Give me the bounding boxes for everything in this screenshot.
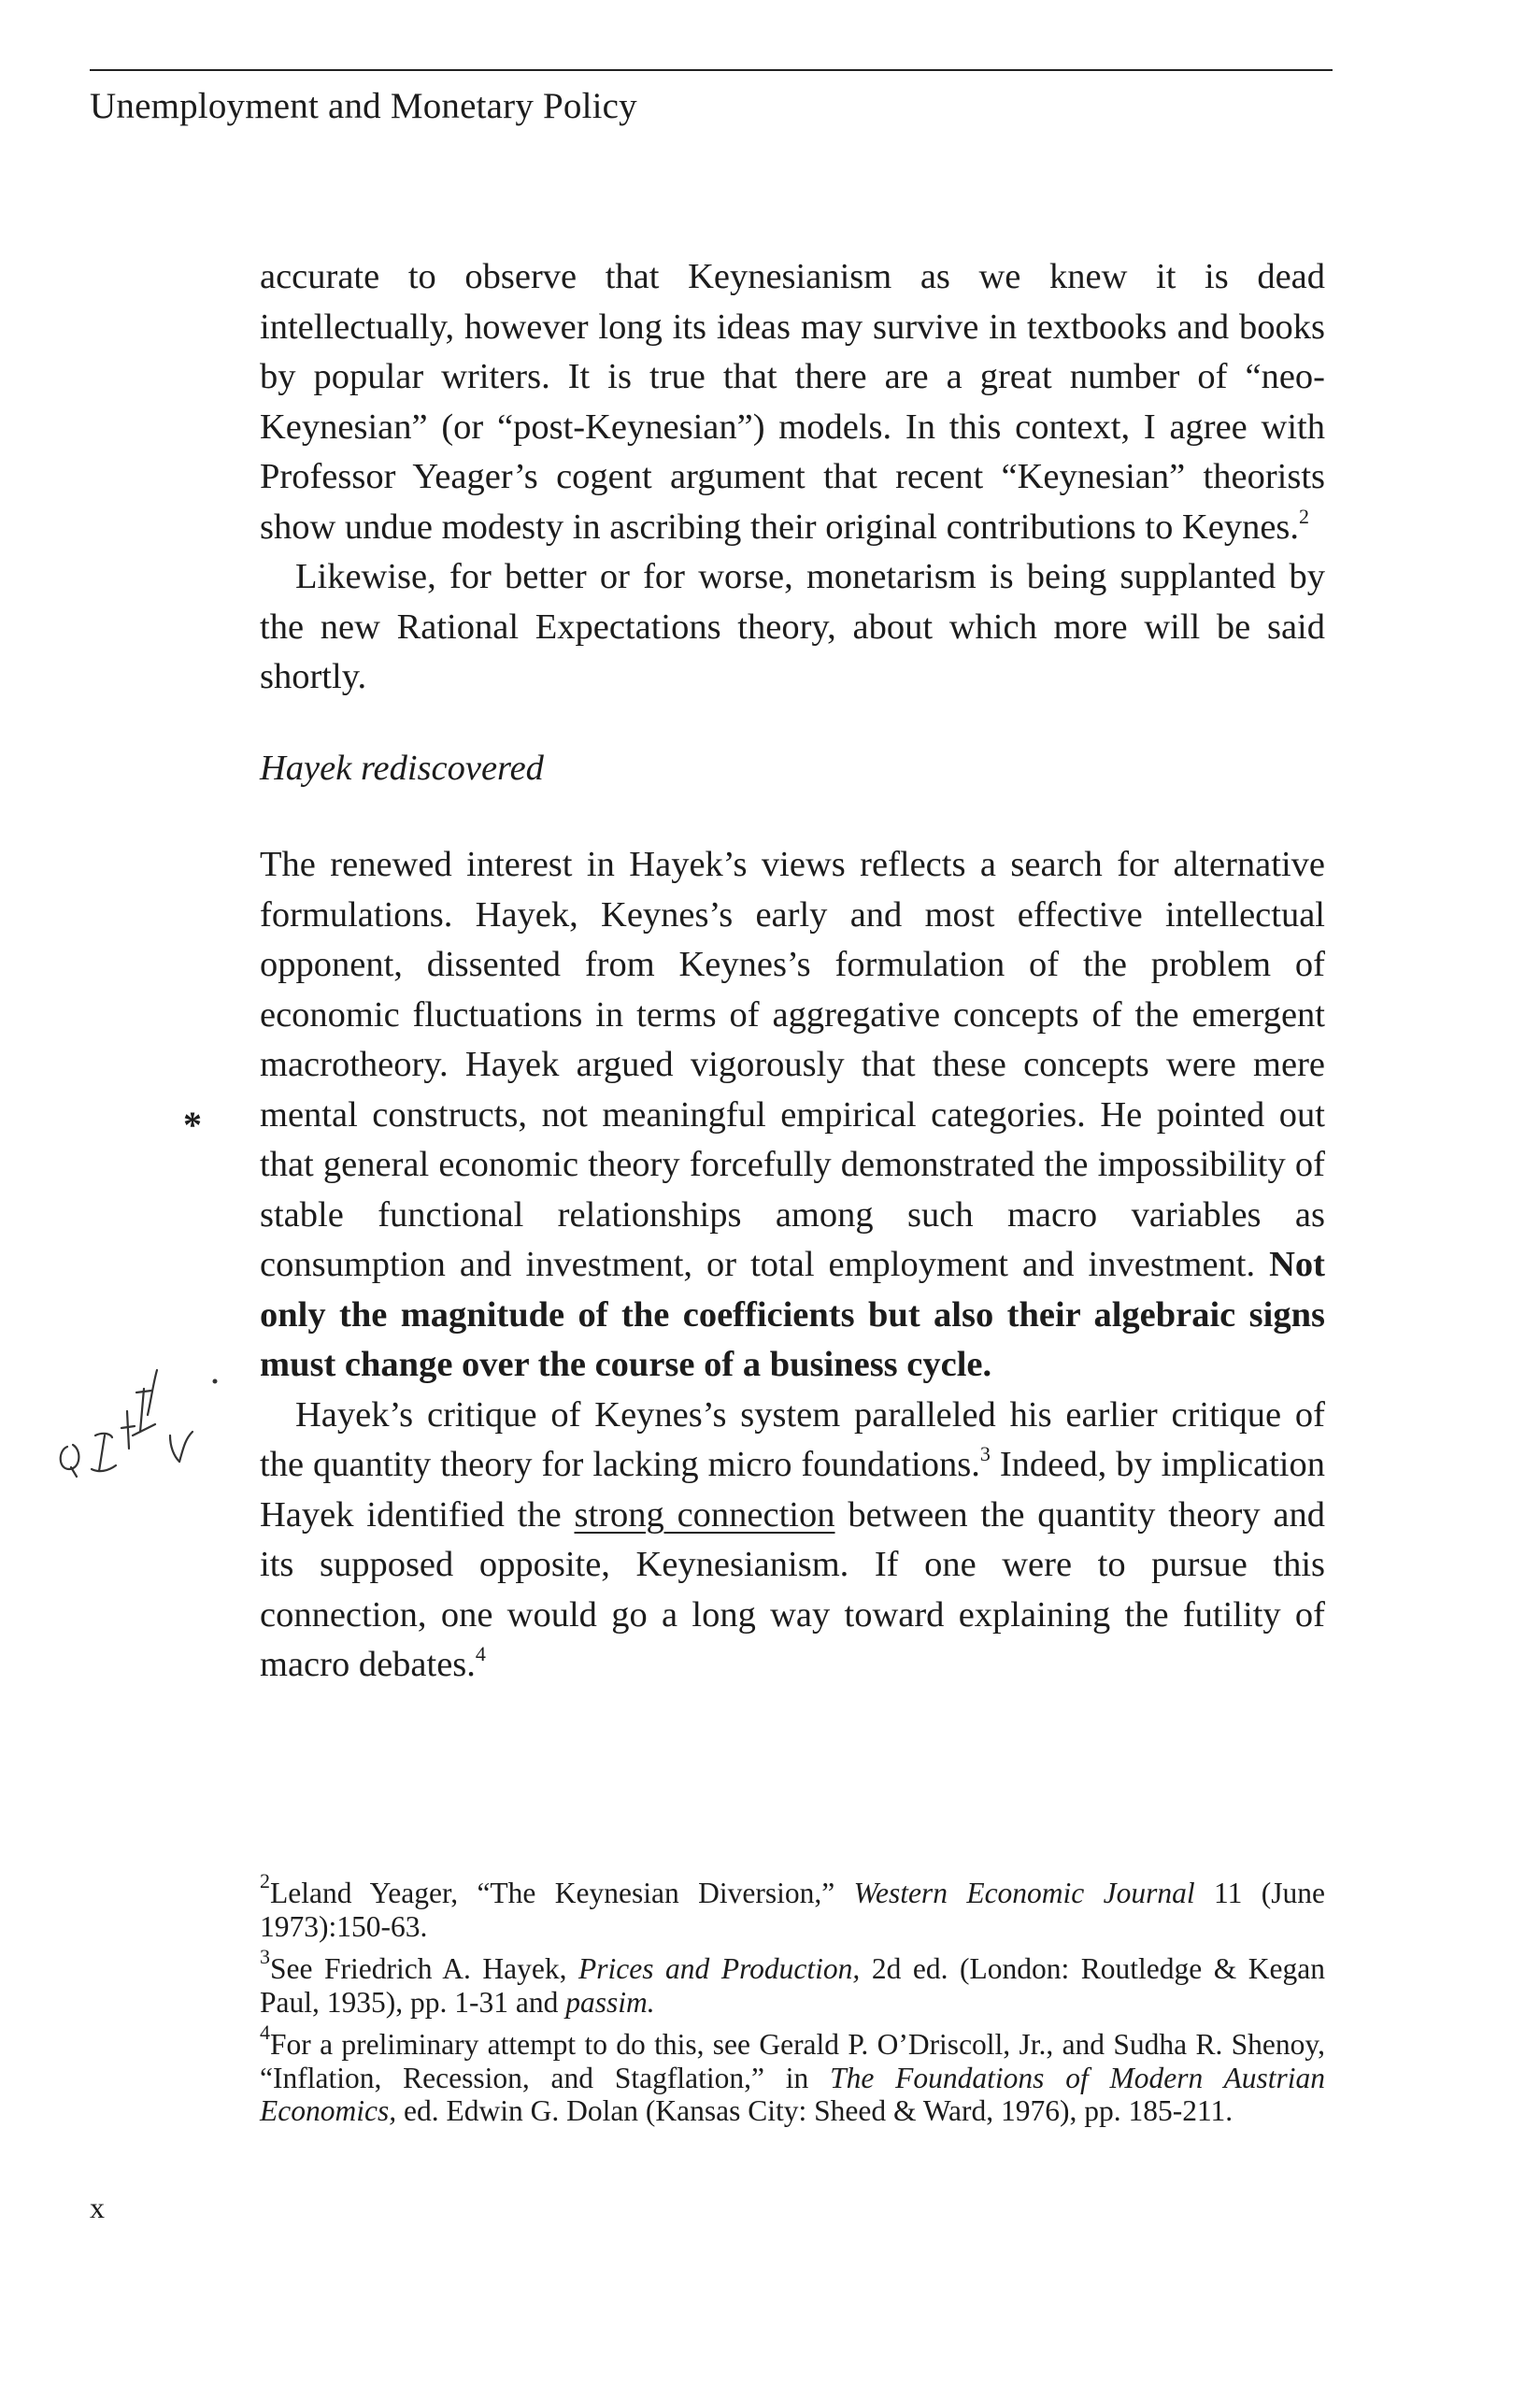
paragraph-3-bold-text: Not only the magnitude of the coefficients but also their algebraic signs must change over the course of a business cycle. (260, 1245, 1325, 1384)
footnote-3-number: 3 (260, 1945, 270, 1968)
paragraph-1-text: accurate to observe that Keynesianism as we knew it is dead intellectually, however long its ideas may survive in textbooks and books by popular writers. It is true that there are a great number of “neo-Keynesian” (or “post-Keynesian”) models. In this context, I agree with Professor Yeager’s cogent argument that recent “Keynesian” theorists show undue modesty in ascribing their original contributions to Keynes. (260, 257, 1325, 547)
running-title: Unemployment and Monetary Policy (90, 86, 637, 126)
footnote-2-journal: Western Economic Journal (853, 1877, 1195, 1909)
footnote-ref-3: 3 (979, 1442, 991, 1465)
footnotes (260, 1869, 1325, 2137)
paragraph-4-text-a: Hayek’s critique of Keynes’s system paralleled his earlier critique of the quantity theory for lacking micro foundations. (260, 1394, 1325, 1484)
paragraph-1 (260, 252, 1325, 552)
paragraph-4-text-b: Indeed, by implication Hayek identified the (260, 1445, 1326, 1535)
paragraph-2: Likewise, for better or for worse, monetarism is being supplanted by the new Rational Expectations theory, about which more will be said shortly. (260, 557, 1325, 696)
section-heading: Hayek rediscovered (260, 748, 544, 788)
footnote-3-text-b: 2d ed. (London: Routledge & Kegan Paul, 1935), pp. 1-31 and (260, 1952, 1325, 2019)
paragraph-3-text: The renewed interest in Hayek’s views reflects a search for alternative formulations. Hayek, Keynes’s early and most effective intellectual opponent, dissented from Keynes’s formulation of the problem of economic fluctuations in terms of aggregative concepts of the emergent macrotheory. Hayek argued vigorously that these concepts were mere mental constructs, not meaningful empirical categories. He pointed out that general economic theory forcefully demonstrated the impossibility of stable functional relationships among such macro variables as consumption and investment, or total employment and investment. (260, 845, 1325, 1284)
paragraph-4 (260, 1391, 1325, 1691)
footnote-3-book-title: Prices and Production, (578, 1952, 861, 1985)
footnote-2-number: 2 (260, 1869, 270, 1892)
footnote-4-text-a: For a preliminary attempt to do this, see Gerald P. O’Driscoll, Jr., and Sudha R. Shenoy, “Inflation, Recession, and Stagflation,” in (260, 2028, 1325, 2094)
footnote-ref-2: 2 (1299, 504, 1310, 528)
margin-asterisk-mark: * (183, 1104, 202, 1146)
paragraph-4-text-c: between the quantity theory and its supposed opposite, Keynesianism. If one were to pursue this connection, one would go a long way toward explaining the futility of macro debates. (260, 1494, 1326, 1684)
footnote-3-passim: passim. (565, 1985, 655, 2019)
paragraph-3 (260, 840, 1325, 1391)
footnote-2-text-a: Leland Yeager, “The Keynesian Diversion,” (270, 1877, 835, 1909)
footnote-2-text-b: 11 (June 1973):150-63. (260, 1877, 1325, 1943)
footnote-4 (260, 2021, 1325, 2128)
footnote-ref-4: 4 (475, 1642, 486, 1665)
footnote-4-number: 4 (260, 2021, 270, 2044)
handwritten-margin-note-icon (54, 1346, 269, 1505)
underlined-phrase: strong connection (574, 1494, 835, 1535)
footnote-3-text-a: See Friedrich A. Hayek, (270, 1952, 567, 1985)
footnote-4-book-title: The Foundations of Modern Austrian Economics, (260, 2061, 1325, 2127)
main-text (260, 252, 1325, 1691)
footnote-2 (260, 1869, 1325, 1943)
footnote-4-text-b: ed. Edwin G. Dolan (Kansas City: Sheed & Ward, 1976), pp. 185-211. (403, 2094, 1233, 2127)
header-rule (90, 69, 1333, 71)
page-number: x (90, 2191, 105, 2224)
footnote-3 (260, 1945, 1325, 2019)
